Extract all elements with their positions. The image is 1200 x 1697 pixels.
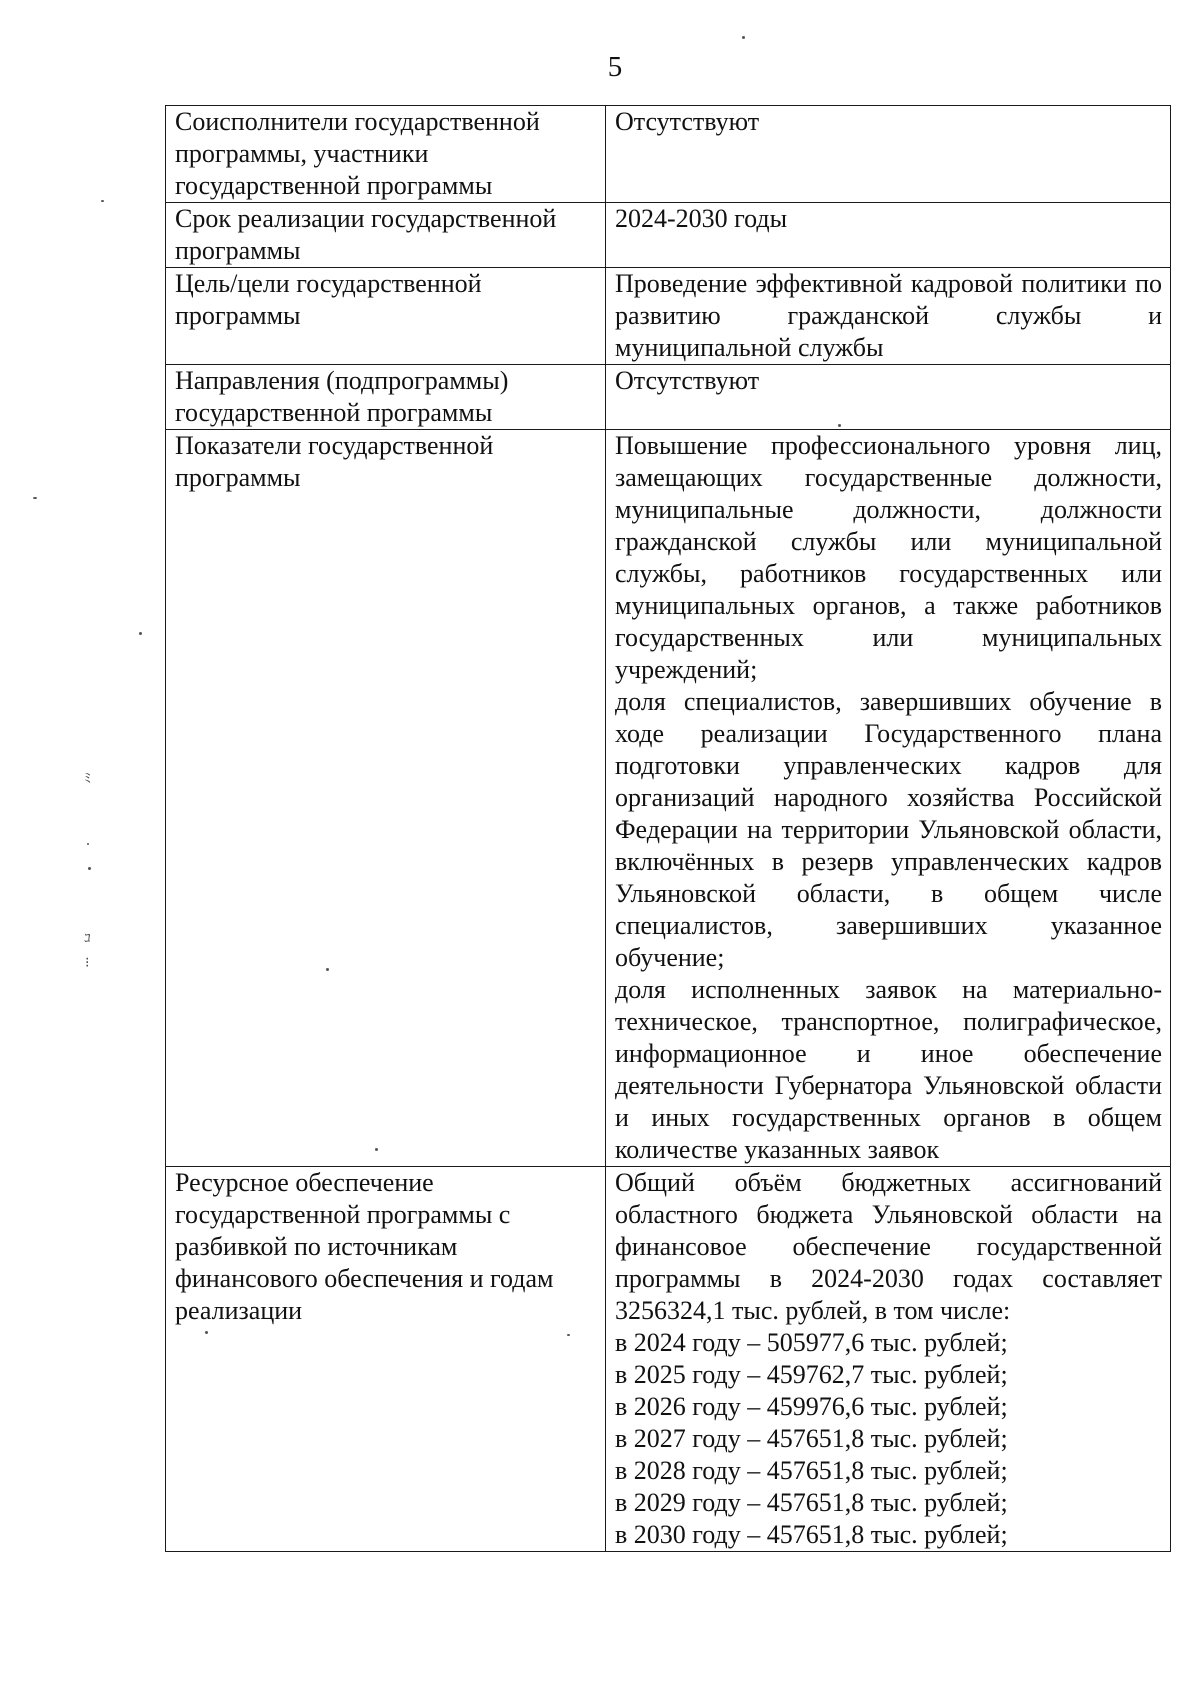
indicator-paragraph: доля исполненных заявок на материально-техническое, транспортное, полиграфическое, информационное и иное обеспечение деятельности Губернатора Ульяновской области и иных государственных органов в общем количестве указанных заявок <box>615 975 1162 1164</box>
scan-speck <box>567 1334 570 1336</box>
goals-text: Проведение эффективной кадровой политики по развитию гражданской службы и муниципальной службы <box>615 269 1162 362</box>
row-value-co-executors: Отсутствуют <box>606 106 1171 203</box>
row-value-funding <box>606 1167 1171 1552</box>
table-row <box>166 1167 1171 1552</box>
row-value-indicators <box>606 430 1171 1167</box>
program-passport-table <box>165 105 1171 1552</box>
table-row <box>166 268 1171 365</box>
scan-speck <box>88 867 91 870</box>
table-row <box>166 365 1171 430</box>
scan-speck <box>101 200 104 202</box>
row-value-period: 2024-2030 годы <box>606 203 1171 268</box>
funding-year-line: в 2025 году – 459762,7 тыс. рублей; <box>615 1360 1008 1389</box>
scan-speck <box>375 1148 378 1151</box>
row-label-directions: Направления (подпрограммы) государственной программы <box>166 365 606 430</box>
row-label-funding: Ресурсное обеспечение государственной программы с разбивкой по источникам финансового обеспечения и годам реализации <box>166 1167 606 1552</box>
row-label-goals: Цель/цели государственной программы <box>166 268 606 365</box>
funding-intro: Общий объём бюджетных ассигнований областного бюджета Ульяновской области на финансовое обеспечение государственной программы в 2024-2030 годах составляет 3256324,1 тыс. рублей, в том числе: <box>615 1168 1162 1325</box>
margin-mark: ｺ <box>84 931 91 947</box>
scan-speck <box>87 843 89 845</box>
funding-year-line: в 2030 году – 457651,8 тыс. рублей; <box>615 1520 1008 1549</box>
margin-mark: ﾐ <box>84 771 91 787</box>
scan-speck <box>205 1331 208 1334</box>
funding-year-line: в 2029 году – 457651,8 тыс. рублей; <box>615 1488 1008 1517</box>
scan-speck <box>326 968 329 971</box>
funding-year-line: в 2026 году – 459976,6 тыс. рублей; <box>615 1392 1008 1421</box>
scan-speck <box>33 497 37 499</box>
funding-year-line: в 2027 году – 457651,8 тыс. рублей; <box>615 1424 1008 1453</box>
indicator-paragraph: доля специалистов, завершивших обучение в ходе реализации Государственного плана подготовки управленческих кадров для организаций народного хозяйства Российской Федерации на территории Ульяновской области, включённых в резерв управленческих кадров Ульяновской области, в общем числе специалистов, завершивших указанное обучение; <box>615 687 1162 972</box>
row-label-period: Срок реализации государственной программы <box>166 203 606 268</box>
row-label-indicators: Показатели государственной программы <box>166 430 606 1167</box>
row-value-goals <box>606 268 1171 365</box>
table-row <box>166 106 1171 203</box>
funding-year-line: в 2024 году – 505977,6 тыс. рублей; <box>615 1328 1008 1357</box>
page-number: 5 <box>607 51 623 83</box>
row-label-co-executors: Соисполнители государственной программы, участники государственной программы <box>166 106 606 203</box>
margin-mark: ⁝ <box>85 955 90 971</box>
scan-speck <box>742 36 745 39</box>
scan-speck <box>838 424 841 427</box>
scan-speck <box>139 632 142 635</box>
table-row <box>166 203 1171 268</box>
table-row <box>166 430 1171 1167</box>
indicator-paragraph: Повышение профессионального уровня лиц, замещающих государственные должности, муниципальные должности, должности гражданской службы или муниципальной службы, работников государственных или муниципальных органов, а также работников государственных или муниципальных учреждений; <box>615 431 1162 684</box>
row-value-directions: Отсутствуют <box>606 365 1171 430</box>
funding-year-line: в 2028 году – 457651,8 тыс. рублей; <box>615 1456 1008 1485</box>
